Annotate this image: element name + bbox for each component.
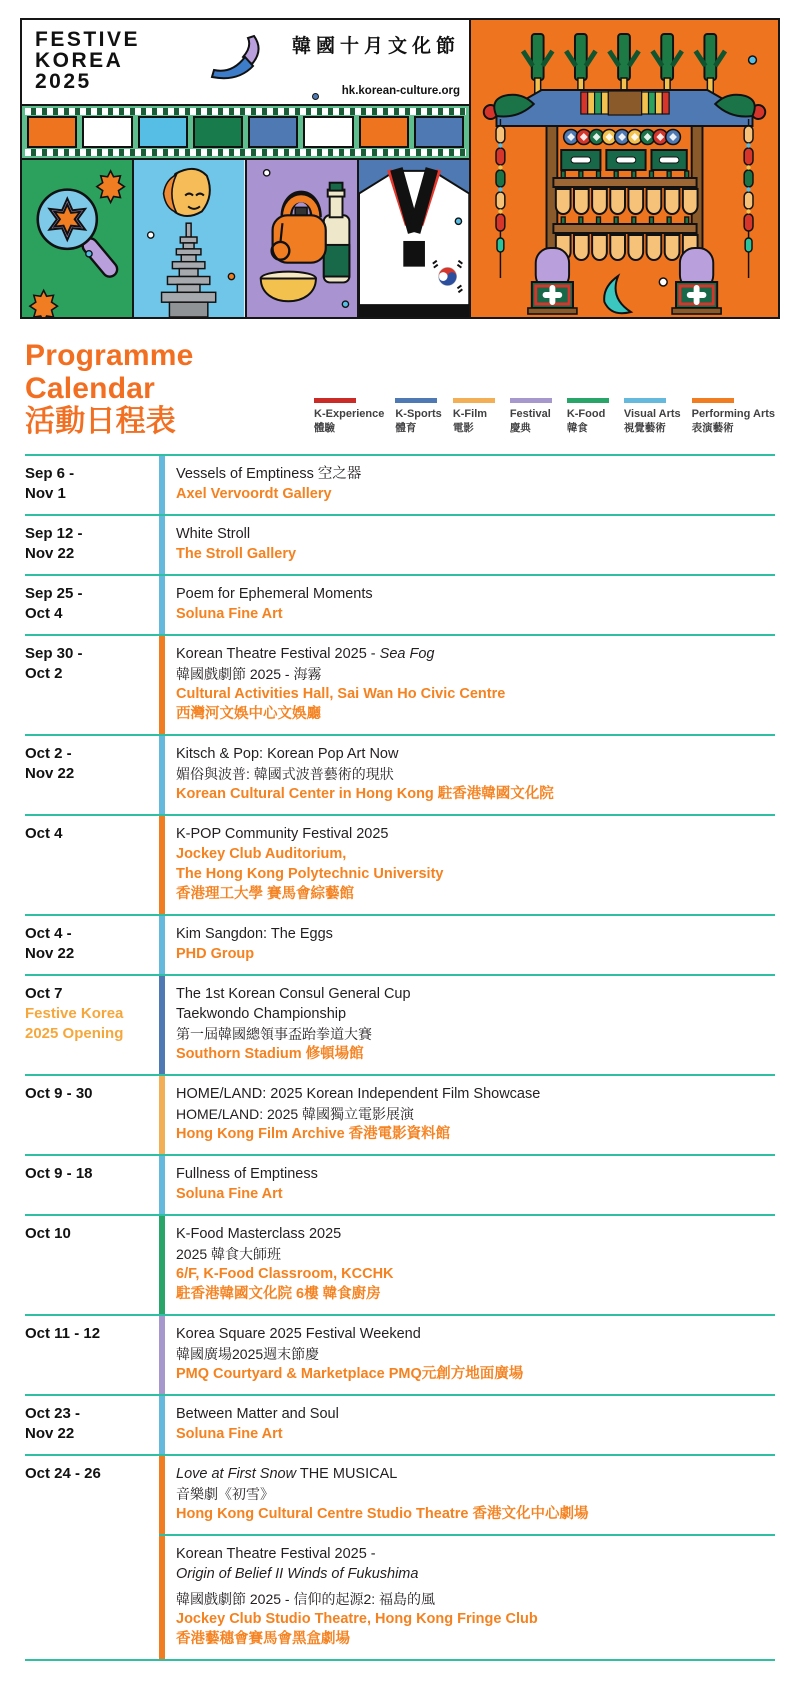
- date-text: Sep 30 -: [25, 645, 83, 662]
- event-title: [176, 1544, 775, 1564]
- film-frame: [82, 116, 132, 148]
- event-title: [176, 644, 775, 664]
- event-dates: [25, 1076, 159, 1154]
- date-text: Nov 1: [25, 485, 66, 502]
- event-venue: [176, 944, 775, 964]
- text-segment: Origin of Belief II Winds of Fukushima: [176, 1566, 419, 1582]
- event-row: [25, 574, 775, 634]
- text-segment: 香港理工大學 賽馬會綜藝館: [176, 886, 355, 902]
- date-text: Oct 24 - 26: [25, 1465, 101, 1482]
- event-row: [25, 1454, 775, 1661]
- event-venue: [176, 1609, 775, 1629]
- text-segment: The 1st Korean Consul General Cup: [176, 986, 411, 1002]
- film-frame: [193, 116, 243, 148]
- legend-item-performing-arts: [692, 398, 775, 435]
- text-segment: Korean Theatre Festival 2025 -: [176, 646, 380, 662]
- event-entry: [159, 1216, 775, 1314]
- text-segment: 音樂劇《初雪》: [176, 1486, 274, 1502]
- category-legend: [314, 398, 775, 438]
- banner-illustration-panels: [22, 158, 469, 317]
- event-venue: [176, 1184, 775, 1204]
- event-entry: [159, 1156, 775, 1214]
- event-entry: [159, 1534, 775, 1659]
- date-text: Oct 2 -: [25, 745, 72, 762]
- event-venue: [176, 1284, 775, 1304]
- event-row: [25, 1214, 775, 1314]
- film-frame: [414, 116, 464, 148]
- event-entry: [159, 916, 775, 974]
- event-entry: [159, 456, 775, 514]
- event-title: [176, 1344, 775, 1364]
- legend-color-bar: [453, 398, 495, 403]
- event-title: [176, 1004, 775, 1024]
- event-entry: [159, 1076, 775, 1154]
- event-row: [25, 1394, 775, 1454]
- text-segment: 2025 韓食大師班: [176, 1246, 282, 1262]
- logo-line: 2025: [35, 70, 92, 93]
- event-venue: [176, 544, 775, 564]
- legend-label-zh: 體驗: [314, 422, 336, 434]
- text-segment: 西灣河文娛中心文娛廳: [176, 706, 321, 722]
- event-venue: [176, 1504, 775, 1524]
- text-segment: Vessels of Emptiness 空之器: [176, 466, 362, 482]
- taekwondo-dobok-icon: [359, 160, 469, 317]
- event-title: [176, 664, 775, 684]
- event-dates: [25, 456, 159, 514]
- event-entry: [159, 636, 775, 734]
- date-text: Nov 22: [25, 1425, 75, 1442]
- logo-line: KOREA: [35, 49, 124, 72]
- text-segment: Korean Cultural Center in Hong Kong 駐香港韓國文化院: [176, 786, 554, 802]
- event-entry: [159, 1316, 775, 1394]
- text-segment: Between Matter and Soul: [176, 1406, 339, 1422]
- legend-color-bar: [692, 398, 734, 403]
- event-title: [176, 464, 775, 484]
- text-segment: Soluna Fine Art: [176, 1186, 283, 1202]
- opening-note: Festive Korea: [25, 1005, 124, 1022]
- event-entry: [159, 516, 775, 574]
- event-row: [25, 1074, 775, 1154]
- event-title: [176, 1024, 775, 1044]
- event-title: [176, 1484, 775, 1504]
- text-segment: Korea Square 2025 Festival Weekend: [176, 1326, 421, 1342]
- event-row: [25, 974, 775, 1074]
- date-text: Oct 11 - 12: [25, 1325, 101, 1342]
- event-row: [25, 914, 775, 974]
- event-title: [176, 1084, 775, 1104]
- event-venue: [176, 1124, 775, 1144]
- legend-label-zh: 視覺藝術: [623, 422, 666, 434]
- legend-item-visual-arts: [624, 398, 681, 435]
- legend-label: K-Food: [566, 408, 606, 420]
- event-venue: [176, 1629, 775, 1649]
- date-text: Sep 25 -: [25, 585, 83, 602]
- event-title: [176, 984, 775, 1004]
- banner-right-panel: [469, 20, 778, 317]
- event-title: [176, 1404, 775, 1424]
- mask-pagoda-icon: [134, 160, 244, 317]
- event-title: [176, 1224, 775, 1244]
- calendar-header-section: [25, 339, 775, 438]
- event-title: [176, 1324, 775, 1344]
- text-segment: Jockey Club Auditorium,: [176, 846, 347, 862]
- text-segment: 韓國戲劇節 2025 - 信仰的起源2: 福島的風: [176, 1591, 436, 1607]
- film-frame: [303, 116, 353, 148]
- text-segment: 駐香港韓國文化院 6樓 韓食廚房: [176, 1286, 381, 1302]
- event-title: [176, 1589, 775, 1609]
- event-dates: [25, 516, 159, 574]
- kettle-bottle-bowl-icon: [247, 160, 357, 317]
- event-row: [25, 814, 775, 914]
- text-segment: Sea Fog: [379, 646, 435, 662]
- banner-header: [22, 20, 469, 104]
- event-dates: [25, 916, 159, 974]
- text-segment: 媚俗與波普: 韓國式波普藝術的現狀: [176, 766, 394, 782]
- event-title: [176, 924, 775, 944]
- event-title: [176, 824, 775, 844]
- event-dates: [25, 1316, 159, 1394]
- legend-label: Festival: [509, 408, 551, 420]
- festive-korea-logo: [35, 29, 140, 92]
- event-row: [25, 454, 775, 514]
- text-segment: Poem for Ephemeral Moments: [176, 586, 373, 602]
- legend-item-k-experience: [314, 398, 384, 435]
- text-segment: K-POP Community Festival 2025: [176, 826, 389, 842]
- event-venue: [176, 844, 775, 864]
- date-text: Oct 9 - 30: [25, 1085, 93, 1102]
- date-text: Oct 4 -: [25, 925, 72, 942]
- date-text: Oct 9 - 18: [25, 1165, 93, 1182]
- event-title: [176, 764, 775, 784]
- film-frame: [138, 116, 188, 148]
- date-text: Oct 10: [25, 1225, 71, 1242]
- legend-label: Visual Arts: [623, 408, 681, 420]
- event-dates: [25, 1216, 159, 1314]
- event-venue: [176, 864, 775, 884]
- date-text: Nov 22: [25, 945, 75, 962]
- event-entry: [159, 1396, 775, 1454]
- legend-label: K-Experience: [314, 408, 385, 420]
- magnifier-star-panel: [22, 160, 132, 317]
- event-row: [25, 514, 775, 574]
- page-title: [25, 339, 314, 438]
- date-text: Sep 6 -: [25, 465, 75, 482]
- event-venue: [176, 484, 775, 504]
- event-venue: [176, 704, 775, 724]
- legend-color-bar: [567, 398, 609, 403]
- event-venue: [176, 1424, 775, 1444]
- text-segment: Taekwondo Championship: [176, 1006, 347, 1022]
- film-frame: [359, 116, 409, 148]
- banner-title-zh: 韓國十月文化節: [291, 36, 460, 57]
- event-venue: [176, 1264, 775, 1284]
- date-text: Oct 4: [25, 605, 63, 622]
- text-segment: Kim Sangdon: The Eggs: [176, 926, 333, 942]
- film-frame: [27, 116, 77, 148]
- event-entry: [159, 1456, 775, 1534]
- text-segment: THE MUSICAL: [296, 1466, 398, 1482]
- event-dates: [25, 1156, 159, 1214]
- legend-label-zh: 體育: [395, 422, 417, 434]
- date-text: Oct 4: [25, 825, 63, 842]
- legend-label: Performing Arts: [691, 408, 775, 420]
- text-segment: Kitsch & Pop: Korean Pop Art Now: [176, 746, 399, 762]
- event-title: [176, 1164, 775, 1184]
- text-segment: PMQ Courtyard & Marketplace PMQ元創方地面廣場: [176, 1366, 524, 1382]
- event-row: [25, 1154, 775, 1214]
- event-row: [25, 1314, 775, 1394]
- text-segment: The Hong Kong Polytechnic University: [176, 866, 444, 882]
- event-row: [25, 734, 775, 814]
- event-dates: [25, 1456, 159, 1659]
- date-text: Oct 7: [25, 985, 63, 1002]
- text-segment: Hong Kong Cultural Centre Studio Theatre 香港文化中心劇場: [176, 1506, 589, 1522]
- text-segment: White Stroll: [176, 526, 251, 542]
- event-dates: [25, 976, 159, 1074]
- legend-item-k-film: [453, 398, 499, 435]
- text-segment: K-Food Masterclass 2025: [176, 1226, 342, 1242]
- date-text: Nov 22: [25, 545, 75, 562]
- event-venue: [176, 884, 775, 904]
- text-segment: 韓國戲劇節 2025 - 海霧: [176, 666, 322, 682]
- legend-label-zh: 表演藝術: [691, 422, 734, 434]
- film-sprockets: [25, 149, 466, 156]
- event-dates: [25, 636, 159, 734]
- text-segment: 香港藝穗會賽馬會黑盒劇場: [176, 1631, 350, 1647]
- legend-label: K-Film: [452, 408, 488, 420]
- text-segment: Hong Kong Film Archive 香港電影資料館: [176, 1126, 451, 1142]
- event-entry: [159, 736, 775, 814]
- legend-label-zh: 電影: [452, 422, 474, 434]
- date-text: Nov 22: [25, 765, 75, 782]
- event-title: [176, 1104, 775, 1124]
- website-link[interactable]: hk.korean-culture.org: [341, 85, 460, 97]
- event-title: [176, 1244, 775, 1264]
- legend-color-bar: [395, 398, 437, 403]
- magnifier-star-icon: [22, 160, 132, 317]
- legend-label-zh: 韓食: [566, 422, 588, 434]
- ribbon-icon: [202, 32, 274, 90]
- legend-item-k-sports: [395, 398, 441, 435]
- text-segment: Southorn Stadium 修頓場館: [176, 1046, 364, 1062]
- date-text: Oct 2: [25, 665, 63, 682]
- kettle-bottle-bowl-panel: [245, 160, 357, 317]
- legend-label-zh: 慶典: [509, 422, 531, 434]
- dot-decoration: [312, 93, 319, 100]
- text-segment: Soluna Fine Art: [176, 1426, 283, 1442]
- text-segment: Soluna Fine Art: [176, 606, 283, 622]
- event-venue: [176, 684, 775, 704]
- bell-stand-icon: [471, 20, 778, 317]
- legend-color-bar: [510, 398, 552, 403]
- event-entry: [159, 976, 775, 1074]
- event-venue: [176, 604, 775, 624]
- text-segment: 6/F, K-Food Classroom, KCCHK: [176, 1266, 394, 1282]
- banner-left: [22, 20, 469, 317]
- legend-color-bar: [624, 398, 666, 403]
- event-dates: [25, 576, 159, 634]
- page-title-zh: 活動日程表: [25, 405, 176, 438]
- event-title: [176, 1464, 775, 1484]
- film-frame: [248, 116, 298, 148]
- text-segment: HOME/LAND: 2025 韓國獨立電影展演: [176, 1106, 415, 1122]
- text-segment: Fullness of Emptiness: [176, 1166, 318, 1182]
- page-title-en: Programme Calendar: [25, 339, 194, 405]
- event-title: [176, 584, 775, 604]
- page: [0, 18, 800, 1687]
- legend-item-festival: [510, 398, 556, 435]
- event-venue: [176, 784, 775, 804]
- text-segment: Cultural Activities Hall, Sai Wan Ho Civic Centre: [176, 686, 506, 702]
- event-entry: [159, 576, 775, 634]
- event-venue: [176, 1364, 775, 1384]
- event-row: [25, 634, 775, 734]
- text-segment: The Stroll Gallery: [176, 546, 297, 562]
- mask-pagoda-panel: [132, 160, 244, 317]
- film-strip: [22, 104, 469, 158]
- film-frames: [25, 116, 466, 148]
- text-segment: HOME/LAND: 2025 Korean Independent Film Showcase: [176, 1086, 541, 1102]
- event-title: [176, 524, 775, 544]
- event-dates: [25, 816, 159, 914]
- text-segment: 韓國廣場2025週末節慶: [176, 1346, 320, 1362]
- opening-note: 2025 Opening: [25, 1025, 124, 1042]
- text-segment: Korean Theatre Festival 2025 -: [176, 1546, 376, 1562]
- text-segment: PHD Group: [176, 946, 255, 962]
- legend-label: K-Sports: [395, 408, 442, 420]
- programme-calendar: [25, 454, 775, 1661]
- event-dates: [25, 736, 159, 814]
- event-title: [176, 1564, 775, 1584]
- text-segment: Axel Vervoordt Gallery: [176, 486, 332, 502]
- text-segment: 第一屆韓國總領事盃跆拳道大賽: [176, 1026, 372, 1042]
- festival-banner: [20, 18, 780, 319]
- event-entry: [159, 816, 775, 914]
- text-segment: Love at First Snow: [176, 1466, 297, 1482]
- legend-item-k-food: [567, 398, 613, 435]
- film-sprockets: [25, 108, 466, 115]
- event-title: [176, 744, 775, 764]
- logo-line: FESTIVE: [35, 28, 141, 51]
- legend-color-bar: [314, 398, 356, 403]
- event-dates: [25, 1396, 159, 1454]
- event-venue: [176, 1044, 775, 1064]
- date-text: Sep 12 -: [25, 525, 83, 542]
- text-segment: Jockey Club Studio Theatre, Hong Kong Fringe Club: [176, 1611, 538, 1627]
- taekwondo-dobok-panel: [357, 160, 469, 317]
- date-text: Oct 23 -: [25, 1405, 81, 1422]
